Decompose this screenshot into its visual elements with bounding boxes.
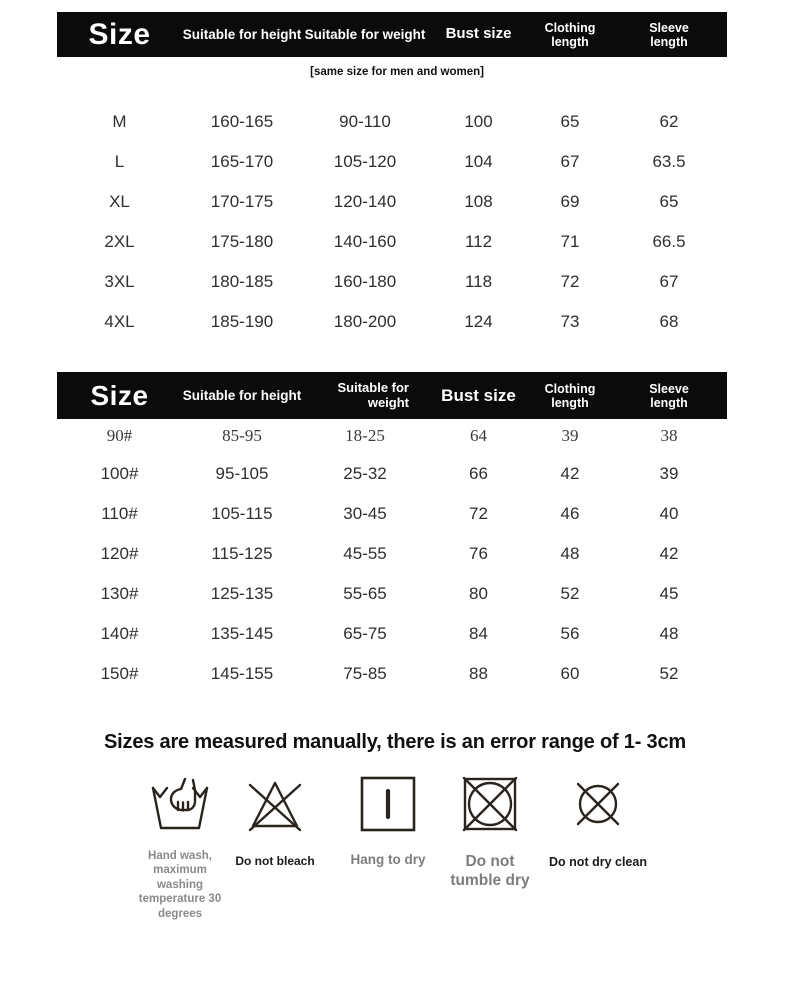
size-value-cell: 39 bbox=[561, 426, 579, 445]
care-instructions-row bbox=[0, 772, 790, 952]
size-value-cell: 105-115 bbox=[211, 504, 273, 523]
size-value-cell: 67 bbox=[659, 272, 679, 291]
size-table-row bbox=[57, 614, 727, 654]
size-label-cell: 100# bbox=[100, 464, 139, 483]
size-value-cell: 85-95 bbox=[222, 426, 262, 445]
size-value-cell: 120-140 bbox=[333, 192, 397, 211]
adult-table-header bbox=[57, 12, 727, 57]
size-value-cell: 40 bbox=[659, 504, 679, 523]
size-value-cell: 72 bbox=[469, 504, 488, 523]
care-item-do-not-dry-clean bbox=[523, 772, 673, 871]
size-value-cell: 80 bbox=[469, 584, 488, 603]
size-value-cell: 108 bbox=[464, 192, 493, 211]
size-value-cell: 112 bbox=[464, 232, 493, 251]
hang-to-dry-icon bbox=[358, 772, 418, 836]
kids-header-height: Suitable for height bbox=[182, 387, 302, 403]
size-value-cell: 66.5 bbox=[652, 232, 686, 251]
size-value-cell: 115-125 bbox=[211, 544, 273, 563]
size-label-cell: 140# bbox=[100, 624, 139, 643]
size-value-cell: 76 bbox=[469, 544, 488, 563]
adult-header-sleeve-length: Sleeve length bbox=[649, 20, 689, 49]
size-table-row bbox=[57, 302, 727, 342]
do-not-bleach-icon bbox=[244, 772, 306, 836]
size-label-cell: 2XL bbox=[104, 232, 135, 251]
size-value-cell: 42 bbox=[659, 544, 679, 563]
size-label-cell: 4XL bbox=[104, 312, 135, 331]
size-table-row bbox=[57, 142, 727, 182]
size-label-cell: 3XL bbox=[104, 272, 135, 291]
size-value-cell: 140-160 bbox=[333, 232, 397, 251]
size-value-cell: 66 bbox=[469, 464, 488, 483]
adult-size-title: Size bbox=[88, 17, 151, 51]
size-value-cell: 65-75 bbox=[343, 624, 387, 643]
size-value-cell: 73 bbox=[560, 312, 580, 331]
size-value-cell: 48 bbox=[659, 624, 679, 643]
size-value-cell: 62 bbox=[659, 112, 679, 131]
adult-header-weight: Suitable for weight bbox=[304, 26, 426, 42]
size-value-cell: 25-32 bbox=[343, 464, 387, 483]
care-label-do-not-tumble-dry: Do not tumble dry bbox=[450, 853, 530, 890]
kids-size-table-body bbox=[57, 418, 727, 694]
size-value-cell: 48 bbox=[560, 544, 580, 563]
size-value-cell: 30-45 bbox=[343, 504, 387, 523]
size-value-cell: 145-155 bbox=[210, 664, 274, 683]
size-value-cell: 67 bbox=[560, 152, 580, 171]
size-value-cell: 39 bbox=[659, 464, 679, 483]
size-value-cell: 69 bbox=[560, 192, 580, 211]
size-value-cell: 160-165 bbox=[210, 112, 274, 131]
size-label-cell: 90# bbox=[106, 426, 133, 445]
size-value-cell: 88 bbox=[469, 664, 488, 683]
size-value-cell: 124 bbox=[464, 312, 493, 331]
size-value-cell: 18-25 bbox=[345, 426, 385, 445]
adult-size-table-body bbox=[57, 102, 727, 342]
measurement-disclaimer: Sizes are measured manually, there is an error range of 1- 3cm bbox=[104, 731, 686, 753]
size-value-cell: 42 bbox=[560, 464, 580, 483]
size-table-row bbox=[57, 454, 727, 494]
care-label-hang-to-dry: Hang to dry bbox=[350, 852, 426, 867]
kids-header-sleeve-length: Sleeve length bbox=[649, 381, 689, 410]
kids-header-clothing-length: Clothing length bbox=[544, 381, 596, 410]
kids-size-title: Size bbox=[90, 379, 149, 411]
size-value-cell: 65 bbox=[560, 112, 580, 131]
size-label-cell: 120# bbox=[100, 544, 139, 563]
size-value-cell: 63.5 bbox=[652, 152, 686, 171]
size-value-cell: 55-65 bbox=[343, 584, 387, 603]
size-value-cell: 180-185 bbox=[210, 272, 274, 291]
size-table-row bbox=[57, 574, 727, 614]
size-value-cell: 60 bbox=[560, 664, 580, 683]
size-value-cell: 180-200 bbox=[333, 312, 397, 331]
size-value-cell: 160-180 bbox=[333, 272, 397, 291]
size-label-cell: L bbox=[114, 152, 125, 171]
size-label-cell: XL bbox=[109, 192, 130, 211]
size-value-cell: 95-105 bbox=[215, 464, 269, 483]
size-label-cell: 150# bbox=[100, 664, 139, 683]
size-table-row bbox=[57, 418, 727, 454]
size-table-row bbox=[57, 654, 727, 694]
size-value-cell: 165-170 bbox=[210, 152, 274, 171]
size-table-row bbox=[57, 222, 727, 262]
size-value-cell: 185-190 bbox=[210, 312, 274, 331]
size-value-cell: 52 bbox=[560, 584, 580, 603]
size-value-cell: 45-55 bbox=[343, 544, 387, 563]
size-value-cell: 75-85 bbox=[343, 664, 387, 683]
size-table-row bbox=[57, 262, 727, 302]
size-value-cell: 64 bbox=[470, 426, 487, 445]
size-value-cell: 45 bbox=[659, 584, 679, 603]
size-label-cell: M bbox=[112, 112, 127, 131]
care-label-do-not-dry-clean: Do not dry clean bbox=[549, 855, 647, 869]
adult-header-height: Suitable for height bbox=[182, 26, 302, 42]
size-value-cell: 84 bbox=[469, 624, 488, 643]
unisex-size-note: [same size for men and women] bbox=[310, 66, 484, 78]
size-label-cell: 130# bbox=[100, 584, 139, 603]
size-value-cell: 68 bbox=[659, 312, 679, 331]
kids-header-bust: Bust size bbox=[441, 385, 516, 405]
size-label-cell: 110# bbox=[101, 504, 138, 523]
size-value-cell: 125-135 bbox=[210, 584, 274, 603]
care-label-hand-wash: Hand wash, maximum washing temperature 30 degrees bbox=[138, 850, 222, 920]
size-table-row bbox=[57, 534, 727, 574]
size-value-cell: 65 bbox=[659, 192, 679, 211]
do-not-dry-clean-icon bbox=[569, 772, 627, 836]
size-value-cell: 175-180 bbox=[210, 232, 274, 251]
size-value-cell: 38 bbox=[660, 426, 678, 445]
size-table-row bbox=[57, 494, 727, 534]
size-value-cell: 90-110 bbox=[339, 112, 391, 131]
size-value-cell: 104 bbox=[464, 152, 493, 171]
adult-header-bust: Bust size bbox=[445, 25, 512, 43]
size-value-cell: 52 bbox=[659, 664, 679, 683]
size-value-cell: 170-175 bbox=[210, 192, 274, 211]
size-value-cell: 135-145 bbox=[210, 624, 274, 643]
size-value-cell: 46 bbox=[560, 504, 580, 523]
size-value-cell: 100 bbox=[464, 112, 493, 131]
kids-table-header bbox=[57, 372, 727, 419]
size-value-cell: 118 bbox=[464, 272, 493, 291]
adult-header-clothing-length: Clothing length bbox=[544, 20, 596, 49]
kids-header-weight: Suitable for weight bbox=[337, 379, 409, 410]
size-value-cell: 56 bbox=[560, 624, 580, 643]
size-value-cell: 105-120 bbox=[333, 152, 397, 171]
size-table-row bbox=[57, 182, 727, 222]
size-value-cell: 72 bbox=[560, 272, 580, 291]
size-value-cell: 71 bbox=[560, 232, 580, 251]
care-label-do-not-bleach: Do not bleach bbox=[235, 854, 315, 868]
do-not-tumble-dry-icon bbox=[459, 772, 521, 836]
size-table-row bbox=[57, 102, 727, 142]
